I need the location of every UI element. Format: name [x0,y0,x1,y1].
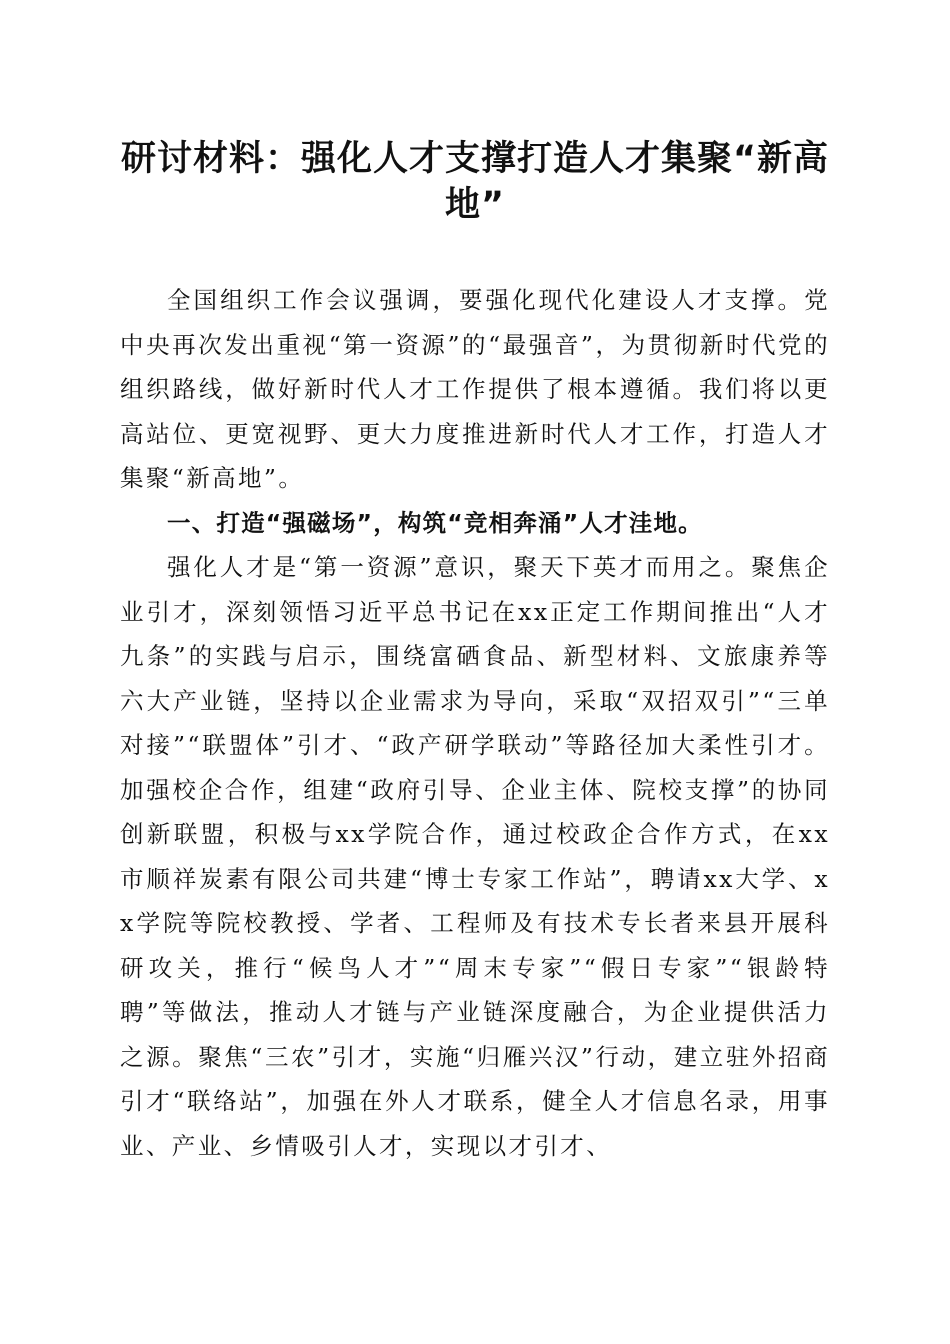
section-heading: 一、打造“强磁场”，构筑“竞相奔涌”人才洼地。 [167,508,703,537]
document-body [120,278,830,1168]
section-paragraph: 强化人才是“第一资源”意识，聚天下英才而用之。聚焦企业引才，深刻领悟习近平总书记在xx正定工作期间推出“人才九条”的实践与启示，围绕富硒食品、新型材料、文旅康养等六大产业链，坚持以企业需求为导向，采取“双招双引”“三单对接”“联盟体”引才、“政产研学联动”等路径加大柔性引才。加强校企合作，组建“政府引导、企业主体、院校支撑”的协同创新联盟，积极与xx学院合作，通过校政企合作方式，在xx市顺祥炭素有限公司共建“博士专家工作站”，聘请xx大学、xx学院等院校教授、学者、工程师及有技术专长者来县开展科研攻关，推行“候鸟人才”“周末专家”“假日专家”“银龄特聘”等做法，推动人才链与产业链深度融合，为企业提供活力之源。聚焦“三农”引才，实施“归雁兴汉”行动，建立驻外招商引才“联络站”，加强在外人才联系，健全人才信息名录，用事业、产业、乡情吸引人才，实现以才引才、 [120,553,830,1160]
document-title: 研讨材料：强化人才支撑打造人才集聚“新高地” [120,139,829,225]
intro-paragraph: 全国组织工作会议强调，要强化现代化建设人才支撑。党中央再次发出重视“第一资源”的“最强音”，为贯彻新时代党的组织路线，做好新时代人才工作提供了根本遵循。我们将以更高站位、更宽视野、更大力度推进新时代人才工作，打造人才集聚“新高地”。 [120,286,830,492]
